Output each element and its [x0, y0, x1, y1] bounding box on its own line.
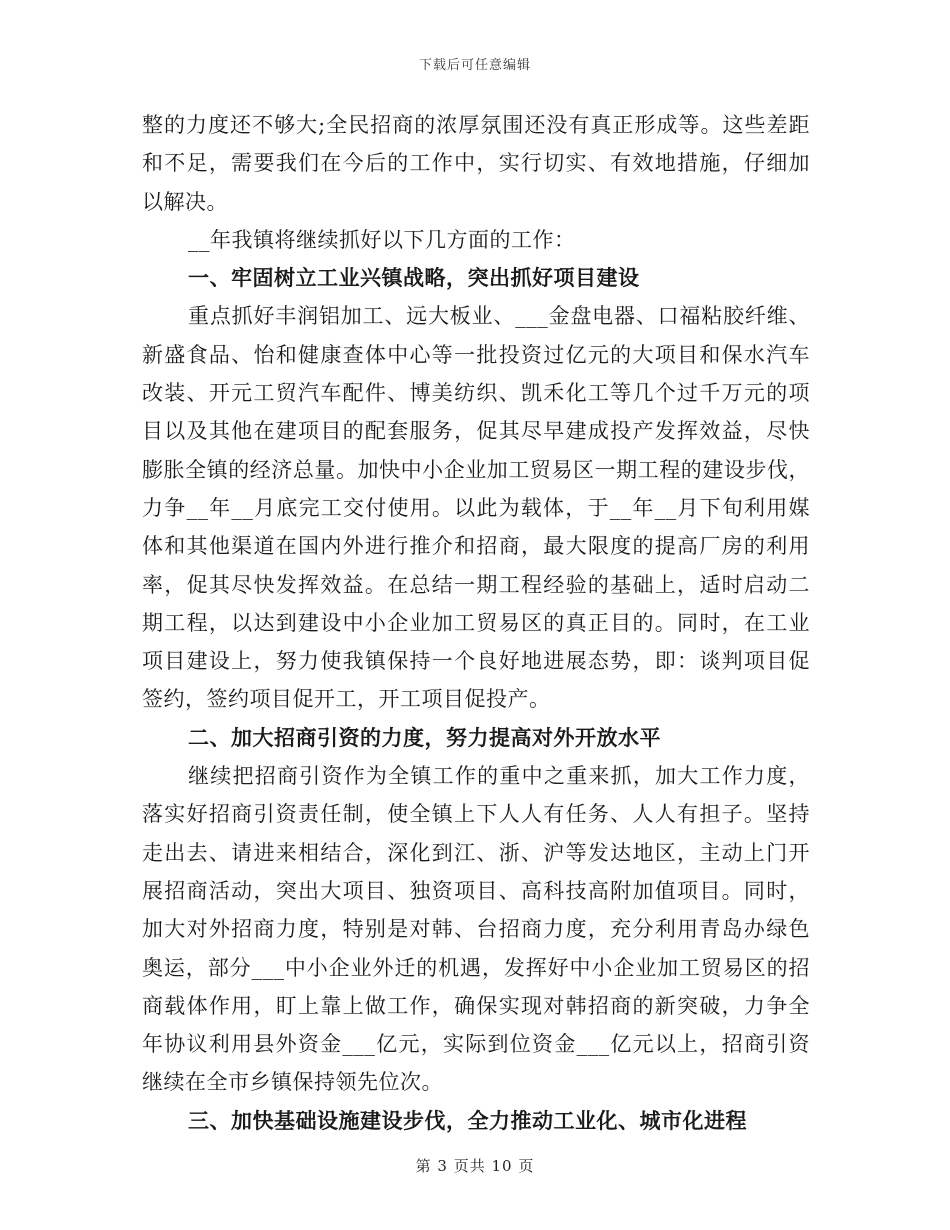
- paragraph-intro: [142, 221, 810, 259]
- section-heading-2: 二、加大招商引资的力度，努力提高对外开放水平: [188, 725, 661, 750]
- text-line: 重点抓好丰润铝加工、远大板业、___金盘电器、口福粘胶纤维、: [188, 304, 810, 329]
- text-line: 整的力度还不够大;全民招商的浓厚氛围还没有真正形成等。这些差距: [142, 113, 810, 137]
- text-line: 膨胀全镇的经济总量。加快中小企业加工贸易区一期工程的建设步伐，: [142, 457, 810, 482]
- text-line: 项目建设上，努力使我镇保持一个良好地进展态势，即：谈判项目促: [142, 649, 810, 674]
- header-note: 下载后可任意编辑: [418, 58, 531, 73]
- text-line: 继续把招商引资作为全镇工作的重中之重来抓，加大工作力度，: [188, 764, 810, 789]
- section-heading-1: 一、牢固树立工业兴镇战略，突出抓好项目建设: [188, 266, 640, 291]
- text-line: 以解决。: [142, 189, 228, 214]
- page-number: 第 3 页共 10 页: [415, 1157, 535, 1175]
- text-line: 走出去、请进来相结合，深化到江、浙、沪等发达地区，主动上门开: [142, 840, 810, 865]
- text-line: 加大对外招商力度，特别是对韩、台招商力度，充分利用青岛办绿色: [142, 917, 810, 942]
- text-line: 新盛食品、怡和健康查体中心等一批投资过亿元的大项目和保水汽车: [142, 342, 810, 367]
- text-line: 体和其他渠道在国内外进行推介和招商，最大限度的提高厂房的利用: [142, 534, 810, 559]
- paragraph-investment: [142, 757, 810, 1102]
- text-line: 和不足，需要我们在今后的工作中，实行切实、有效地措施，仔细加: [142, 151, 810, 176]
- text-line: __年我镇将继续抓好以下几方面的工作：: [188, 227, 576, 252]
- text-line: 改装、开元工贸汽车配件、博美纺织、凯禾化工等几个过千万元的项: [142, 381, 810, 406]
- text-line: 期工程，以达到建设中小企业加工贸易区的真正目的。同时，在工业: [142, 610, 810, 635]
- text-line: 落实好招商引资责任制，使全镇上下人人有任务、人人有担子。坚持: [142, 802, 810, 827]
- text-line: 展招商活动，突出大项目、独资项目、高科技高附加值项目。同时，: [142, 878, 810, 903]
- document-body: [142, 106, 810, 1140]
- text-line: 商载体作用，盯上靠上做工作，确保实现对韩招商的新突破，力争全: [142, 993, 810, 1018]
- text-line: 目以及其他在建项目的配套服务，促其尽早建成投产发挥效益，尽快: [142, 419, 810, 444]
- paragraph-gaps: [142, 106, 810, 221]
- text-line: 力争__年__月底完工交付使用。以此为载体，于__年__月下旬利用媒: [142, 495, 810, 520]
- text-line: 年协议利用县外资金___亿元，实际到位资金___亿元以上，招商引资: [142, 1032, 810, 1057]
- section-heading-3: 三、加快基础设施建设步伐，全力推动工业化、城市化进程: [188, 1108, 747, 1133]
- text-line: 继续在全市乡镇保持领先位次。: [142, 1070, 443, 1095]
- text-line: 率，促其尽快发挥效益。在总结一期工程经验的基础上，适时启动二: [142, 572, 810, 597]
- text-line: 签约，签约项目促开工，开工项目促投产。: [142, 687, 551, 712]
- paragraph-projects: [142, 297, 810, 718]
- text-line: 奥运，部分___中小企业外迁的机遇，发挥好中小企业加工贸易区的招: [142, 955, 810, 980]
